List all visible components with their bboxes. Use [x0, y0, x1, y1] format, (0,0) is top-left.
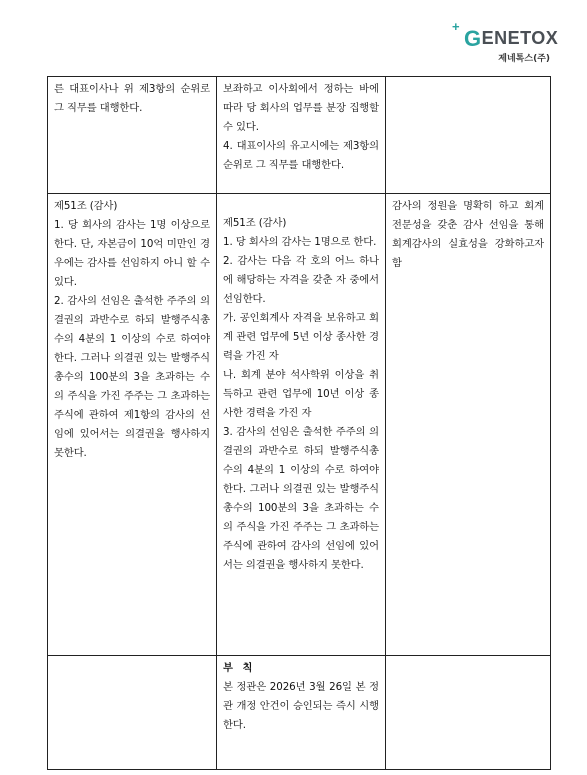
cell-amended-text	[217, 656, 386, 770]
paragraph: 나. 회계 분야 석사학위 이상을 취득하고 관련 업무에 10년 이상 종사한 경력을 가진 자	[223, 369, 379, 419]
company-name: 제네톡스(주)	[498, 54, 550, 64]
paragraph: 감사의 정원을 명확히 하고 회계 전문성을 갖춘 감사 선임을 통해 회계감사의 실효성을 강화하고자 함	[392, 200, 544, 269]
article-heading: 제51조 (감사)	[223, 217, 287, 229]
paragraph: 가. 공인회계사 자격을 보유하고 회계 관련 업무에 5년 이상 종사한 경력을 가진 자	[223, 312, 379, 362]
logo-wordmark: GENETOX	[464, 26, 559, 51]
paragraph: 4. 대표이사의 유고시에는 제3항의 순위로 그 직무를 대행한다.	[223, 140, 379, 171]
logo-plus-mark: +	[452, 19, 460, 34]
paragraph: 2. 감사의 선임은 출석한 주주의 의결권의 과반수로 하되 발행주식총수의 4분의 1 이상의 수로 하여야 한다. 그러나 의결권 있는 발행주식총수의 100분의 3을 초과하는 수의 주식을 가진 주주는 그 초과하는 주식에 관하여 제1항의 감사의 선임에 있어서는 의결권을 행사하지 못한다.	[54, 295, 210, 459]
paragraph: 1. 당 회사의 감사는 1명으로 한다.	[223, 236, 377, 248]
cell-current-text	[48, 77, 217, 194]
cell-amended-text	[217, 77, 386, 194]
cell-current-text	[48, 194, 217, 656]
table-row	[48, 194, 551, 656]
supplementary-heading: 부 칙	[223, 662, 256, 674]
paragraph: 른 대표이사나 위 제3항의 순위로 그 직무를 대행한다.	[54, 83, 210, 114]
paragraph: 3. 감사의 선임은 출석한 주주의 의결권의 과반수로 하되 발행주식총수의 4분의 1 이상의 수로 하여야 한다. 그러나 의결권 있는 발행주식총수의 100분의 3을 초과하는 수의 주식을 가진 주주는 그 초과하는 주식에 관하여 감사의 선임에 있어서는 의결권을 행사하지 못한다.	[223, 426, 379, 571]
table-row	[48, 656, 551, 770]
paragraph: 본 정관은 2026년 3월 26일 본 정관 개정 안건이 승인되는 즉시 시행한다.	[223, 681, 379, 731]
paragraph: 보좌하고 이사회에서 정하는 바에 따라 당 회사의 업무를 분장 집행할 수 있다.	[223, 83, 379, 133]
table-row	[48, 77, 551, 194]
cell-amended-text	[217, 194, 386, 656]
cell-reason	[386, 77, 551, 194]
articles-comparison-table	[47, 76, 551, 770]
article-heading: 제51조 (감사)	[54, 200, 118, 212]
paragraph: 1. 당 회사의 감사는 1명 이상으로 한다. 단, 자본금이 10억 미만인 경우에는 감사를 선임하지 아니 할 수 있다.	[54, 219, 210, 288]
cell-current-text	[48, 656, 217, 770]
paragraph: 2. 감사는 다음 각 호의 어느 하나에 해당하는 자격을 갖춘 자 중에서 선임한다.	[223, 255, 379, 305]
cell-reason	[386, 194, 551, 656]
genetox-logo	[452, 15, 562, 67]
cell-reason	[386, 656, 551, 770]
